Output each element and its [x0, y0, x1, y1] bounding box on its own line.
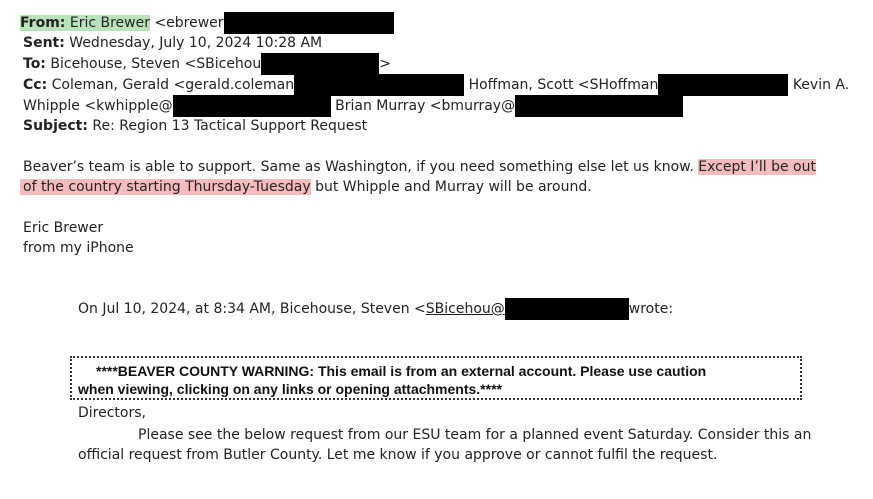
quote-intro-wrote: wrote:	[628, 301, 674, 317]
body-text: but Whipple and Murray will be around.	[310, 179, 592, 195]
redaction	[294, 74, 464, 96]
sender-email-link[interactable]: SBicehou@	[425, 301, 505, 317]
warning-line-2: when viewing, clicking on any links or opening attachments.****	[78, 381, 502, 397]
subject-line	[23, 116, 367, 136]
from-email: <ebrewer	[154, 15, 224, 31]
redaction	[658, 74, 788, 96]
from-name: Eric Brewer	[69, 15, 150, 31]
subject-value: Re: Region 13 Tactical Support Request	[92, 118, 368, 134]
sent-label: Sent:	[23, 35, 65, 51]
warning-line-1: ****BEAVER COUNTY WARNING: This email is from an external account. Please use caution	[96, 363, 707, 379]
cc-coleman: Coleman, Gerald <gerald.coleman	[51, 77, 295, 93]
highlighted-text: Except I’ll be out	[698, 159, 816, 175]
redaction	[505, 298, 629, 320]
body-line-1	[23, 157, 816, 177]
from-line	[20, 12, 394, 34]
body-line-2	[20, 177, 592, 197]
cc-line	[23, 74, 849, 96]
cc-whipple-first: Kevin A.	[792, 77, 850, 93]
subject-label: Subject:	[23, 118, 88, 134]
cc-murray: Brian Murray <bmurray@	[335, 98, 516, 114]
quote-intro-text: On Jul 10, 2024, at 8:34 AM, Bicehouse, Steven <	[78, 301, 426, 317]
redaction	[224, 12, 394, 34]
cc-whipple: Whipple <kwhipple@	[23, 98, 173, 114]
quote-greeting: Directors,	[78, 405, 146, 421]
signature-name: Eric Brewer	[23, 220, 104, 236]
to-label: To:	[23, 56, 46, 72]
sent-line	[23, 33, 322, 53]
to-line	[23, 53, 391, 75]
highlighted-text: of the country starting Thursday-Tuesday	[20, 179, 311, 195]
to-value: Bicehouse, Steven <SBicehou	[50, 56, 262, 72]
cc-hoffman: Hoffman, Scott <SHoffman	[468, 77, 659, 93]
signature-device: from my iPhone	[23, 240, 134, 256]
sent-value: Wednesday, July 10, 2024 10:28 AM	[69, 35, 323, 51]
from-highlight	[20, 15, 150, 31]
from-label: From:	[20, 15, 66, 31]
quote-text-line-1: Please see the below request from our ESU team for a planned event Saturday. Consider this an	[138, 427, 812, 443]
redaction	[173, 95, 331, 117]
cc-line-continued	[23, 95, 683, 117]
to-end: >	[379, 56, 391, 72]
quote-intro	[78, 298, 673, 320]
redaction	[515, 95, 683, 117]
redaction	[261, 53, 379, 75]
cc-label: Cc:	[23, 77, 48, 93]
quote-text-line-2: official request from Butler County. Let me know if you approve or cannot fulfil the request.	[78, 447, 718, 463]
body-text: Beaver’s team is able to support. Same as Washington, if you need something else let us know.	[23, 159, 699, 175]
external-warning-banner	[70, 356, 802, 400]
